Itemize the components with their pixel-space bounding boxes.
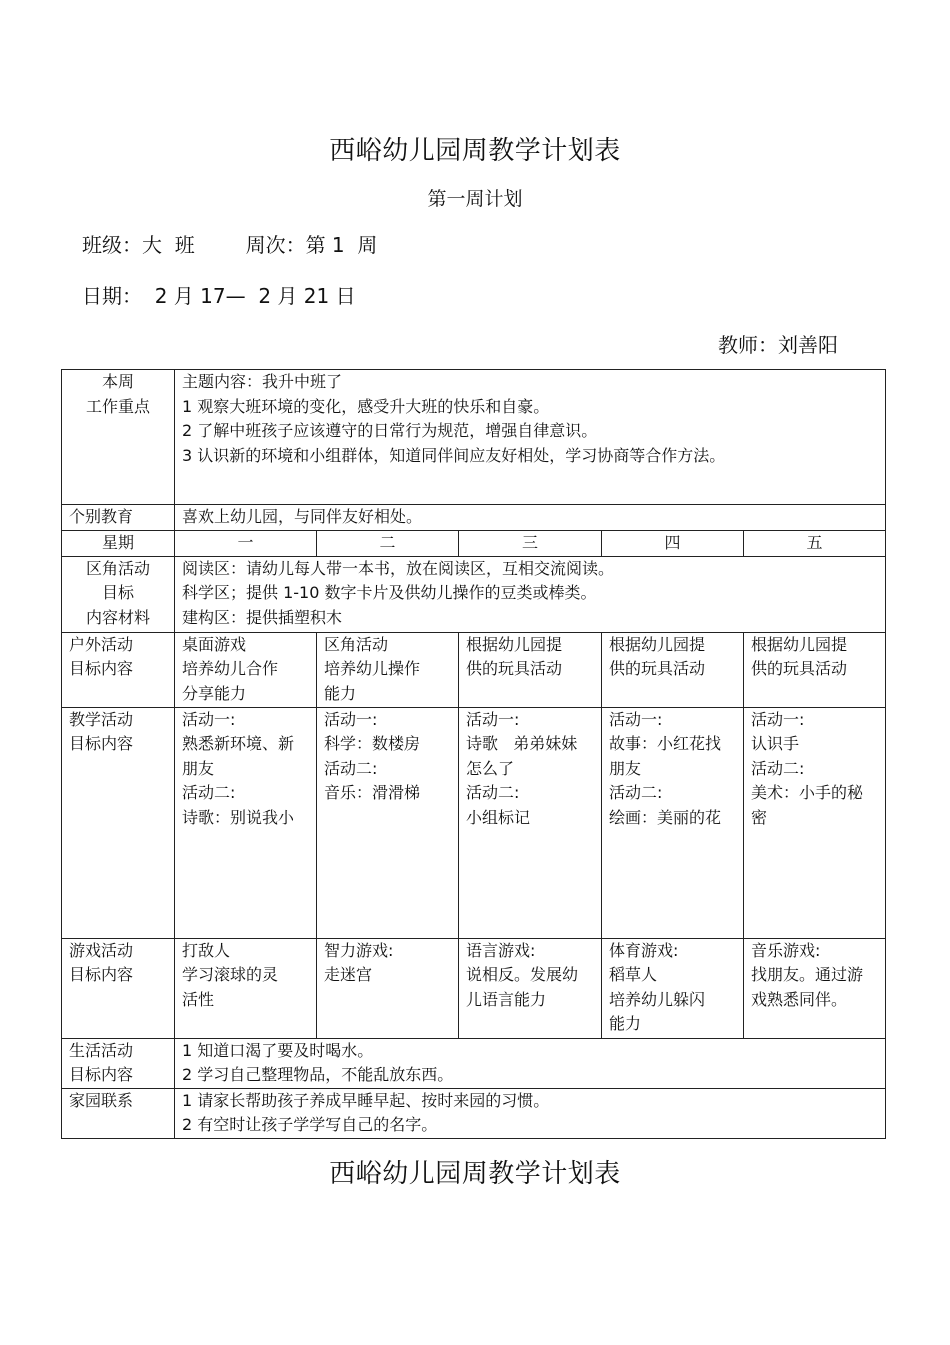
game-cell-tue [317,938,459,1038]
weekday-header: 五 [744,531,886,557]
cell-line: 语言游戏: [466,940,536,960]
cell-line: 诗歌 弟弟妹妹 [466,734,578,753]
corner-line: 阅读区：请幼儿每人带一本书，放在阅读区，互相交流阅读。 [182,558,615,578]
cell-line: 分享能力 [182,683,247,703]
home-contact-label: 家园联系 [62,1088,175,1138]
focus-line: 2 了解中班孩子应该遵守的日常行为规范，增强自律意识。 [182,421,598,440]
cell-line: 儿语言能力 [466,989,547,1009]
cell-line: 音乐游戏: [751,940,821,960]
corner-activity-label [62,556,175,632]
weekly-focus-label-line: 本周 [101,372,134,391]
weekday-header: 一 [175,531,317,557]
corner-activity-row [62,556,886,632]
weekday-label: 星期 [62,531,175,557]
outdoor-cell-tue [317,632,459,707]
teaching-activity-row [62,707,886,938]
focus-line: 1 观察大班环境的变化，感受升大班的快乐和自豪。 [182,396,550,416]
home-line: 1 请家长帮助孩子养成早睡早起、按时来园的习惯。 [182,1090,550,1110]
cell-line: 供的玩具活动 [751,659,848,678]
cell-line: 活性 [182,989,215,1009]
page-title: 西峪幼儿园周教学计划表 [329,136,621,166]
weekly-focus-label-line: 工作重点 [85,396,150,416]
weekday-header-row [62,531,886,557]
cell-line: 科学：数楼房 [324,734,421,753]
focus-line: 3 认识新的环境和小组群体，知道同伴间应友好相处，学习协商等合作方法。 [182,445,726,465]
home-contact-row [62,1088,886,1138]
cell-line: 稻草人 [609,965,658,984]
corner-line: 建构区：提供插塑积木 [182,607,343,627]
outdoor-activity-row [62,632,886,707]
cell-line: 故事：小红花找 [609,734,722,753]
cell-line: 活动二: [751,758,805,778]
focus-line: 主题内容：我升中班了 [182,372,343,391]
cell-line: 音乐：滑滑梯 [324,783,421,802]
corner-line: 科学区；提供 1-10 数字卡片及供幼儿操作的豆类或棒类。 [182,583,597,602]
teaching-cell-wed [459,707,602,938]
cell-line: 说相反。发展幼 [466,965,579,984]
home-line: 2 有空时让孩子学学写自己的名字。 [182,1115,438,1134]
cell-line: 能力 [609,1014,642,1033]
cell-line: 戏熟悉同伴。 [751,989,848,1009]
cell-line: 活动一: [466,709,520,729]
page-subtitle: 第一周计划 [427,188,523,210]
cell-line: 区角活动 [324,634,389,654]
cell-line: 根据幼儿园提 [751,634,848,654]
teacher-line: 教师：刘善阳 [718,333,838,357]
game-cell-wed [459,938,602,1038]
cell-line: 活动二: [182,783,236,802]
cell-line: 活动一: [324,709,378,729]
game-label-line: 游戏活动 [69,940,134,960]
weekly-focus-row [62,370,886,505]
next-page-title: 西峪幼儿园周教学计划表 [329,1159,621,1189]
cell-line: 活动二: [324,758,378,778]
date-line: 日期： 2 月 17— 2 月 21 日 [82,284,356,308]
cell-line: 美术：小手的秘 [751,783,864,802]
life-activity-content [175,1038,886,1088]
life-activity-label [62,1038,175,1088]
weekday-header: 三 [459,531,602,557]
game-activity-label [62,938,175,1038]
outdoor-cell-wed [459,632,602,707]
individual-education-text: 喜欢上幼儿园，与同伴友好相处。 [175,505,886,531]
game-cell-fri [744,938,886,1038]
game-cell-mon [175,938,317,1038]
life-activity-row [62,1038,886,1088]
cell-line: 认识手 [751,734,800,753]
life-line: 1 知道口渴了要及时喝水。 [182,1040,374,1060]
cell-line: 体育游戏: [609,940,679,960]
cell-line: 活动一: [751,709,805,729]
corner-label-line: 内容材料 [85,607,150,627]
cell-line: 培养幼儿操作 [324,659,421,678]
cell-line: 小组标记 [466,807,531,827]
cell-line: 学习滚球的灵 [182,965,279,984]
cell-line: 活动一: [609,709,663,729]
weekly-plan-table [61,369,886,1139]
cell-line: 绘画：美丽的花 [609,807,722,827]
cell-line: 朋友 [609,758,642,778]
cell-line: 打敌人 [182,940,231,960]
life-label-line: 生活活动 [69,1040,134,1060]
corner-label-line: 目标 [101,583,134,602]
class-week-line: 班级：大 班 周次：第 1 周 [82,233,378,257]
cell-line: 根据幼儿园提 [609,634,706,654]
weekday-header: 四 [602,531,744,557]
weekly-focus-content [175,370,886,505]
cell-line: 走迷宫 [324,965,373,984]
individual-education-row [62,505,886,531]
teaching-cell-mon [175,707,317,938]
cell-line: 怎么了 [466,758,515,778]
outdoor-label-line: 户外活动 [69,634,134,654]
cell-line: 桌面游戏 [182,634,247,654]
cell-line: 供的玩具活动 [609,659,706,678]
cell-line: 诗歌：别说我小 [182,807,295,827]
cell-line: 活动二: [466,783,520,802]
game-activity-row [62,938,886,1038]
teaching-label-line: 教学活动 [69,709,134,729]
weekly-focus-label [62,370,175,505]
teaching-cell-fri [744,707,886,938]
outdoor-cell-thu [602,632,744,707]
cell-line: 能力 [324,683,357,703]
cell-line: 培养幼儿合作 [182,659,279,678]
game-cell-thu [602,938,744,1038]
individual-education-label: 个别教育 [62,505,175,531]
outdoor-label-line: 目标内容 [69,659,134,678]
weekday-header: 二 [317,531,459,557]
life-line: 2 学习自己整理物品，不能乱放东西。 [182,1065,454,1084]
outdoor-activity-label [62,632,175,707]
game-label-line: 目标内容 [69,965,134,984]
corner-activity-content [175,556,886,632]
cell-line: 活动二: [609,783,663,802]
cell-line: 智力游戏: [324,940,394,960]
corner-label-line: 区角活动 [85,558,150,578]
cell-line: 根据幼儿园提 [466,634,563,654]
teaching-cell-thu [602,707,744,938]
cell-line: 活动一: [182,709,236,729]
cell-line: 朋友 [182,758,215,778]
cell-line: 供的玩具活动 [466,659,563,678]
outdoor-cell-fri [744,632,886,707]
life-label-line: 目标内容 [69,1065,134,1084]
outdoor-cell-mon [175,632,317,707]
teaching-cell-tue [317,707,459,938]
cell-line: 熟悉新环境、新 [182,734,295,753]
cell-line: 培养幼儿躲闪 [609,989,706,1009]
home-contact-content [175,1088,886,1138]
cell-line: 密 [751,807,768,827]
teaching-activity-label [62,707,175,938]
teaching-label-line: 目标内容 [69,734,134,753]
cell-line: 找朋友。通过游 [751,965,864,984]
